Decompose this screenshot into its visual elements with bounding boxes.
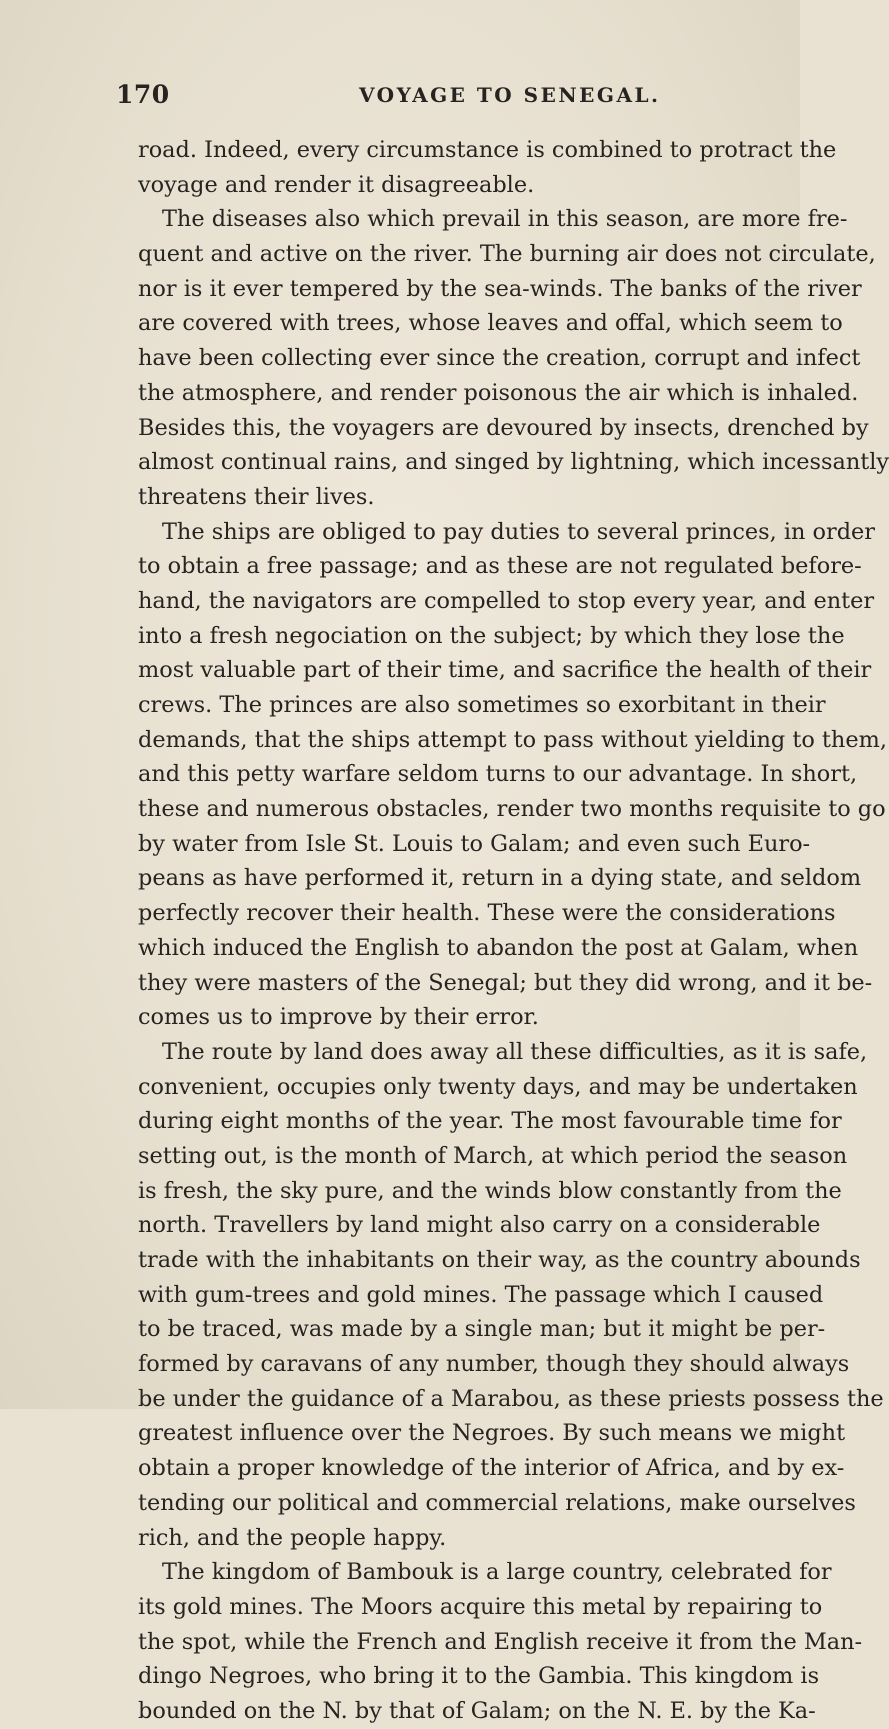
text-line: during eight months of the year. The most favourable time for [138, 1108, 842, 1135]
text-line: greatest influence over the Negroes. By such means we might [138, 1420, 846, 1447]
text-line: which induced the English to abandon the post at Galam, when [138, 934, 859, 961]
text-line: peans as have performed it, return in a dying state, and seldom [138, 865, 862, 892]
text-line: The kingdom of Bambouk is a large country, celebrated for [162, 1559, 832, 1586]
text-line: hand, the navigators are compelled to stop every year, and enter [138, 587, 875, 614]
text-line: trade with the inhabitants on their way, as the country abounds [138, 1247, 861, 1273]
text-line: most valuable part of their time, and sacrifice the health of their [138, 657, 872, 684]
text-line: crews. The princes are also sometimes so exorbitant in their [138, 692, 826, 718]
text-line: be under the guidance of a Marabou, as these priests possess the [138, 1385, 884, 1412]
text-line: formed by caravans of any number, though they should always [138, 1351, 850, 1378]
text-line: The route by land does away all these difficulties, as it is safe, [162, 1038, 868, 1065]
text-line: by water from Isle St. Louis to Galam; and even such Euro- [138, 830, 811, 857]
body-text [138, 133, 889, 1729]
text-line: threatens their lives. [138, 483, 375, 510]
text-line: demands, that the ships attempt to pass without yielding to them, [138, 726, 887, 753]
text-line: to obtain a free passage; and as these are not regulated before- [138, 553, 862, 580]
text-line: dingo Negroes, who bring it to the Gambia. This kingdom is [138, 1663, 820, 1690]
page-header [116, 80, 756, 114]
text-line: setting out, is the month of March, at which period the season [138, 1142, 848, 1169]
text-line: have been collecting ever since the creation, corrupt and infect [138, 345, 861, 372]
text-line: obtain a proper knowledge of the interior of Africa, and by ex- [138, 1455, 845, 1482]
text-line: to be traced, was made by a single man; but it might be per- [138, 1316, 826, 1343]
text-line: convenient, occupies only twenty days, and may be undertaken [138, 1073, 858, 1100]
text-line: bounded on the N. by that of Galam; on the N. E. by the Ka- [138, 1697, 816, 1724]
text-line: with gum-trees and gold mines. The passage which I caused [138, 1281, 824, 1308]
text-line: perfectly recover their health. These were the considerations [138, 900, 836, 927]
text-line: and this petty warfare seldom turns to our advantage. In short, [138, 761, 858, 788]
text-line: quent and active on the river. The burning air does not circulate, [138, 241, 876, 268]
text-line: its gold mines. The Moors acquire this metal by repairing to [138, 1593, 823, 1620]
text-line: comes us to improve by their error. [138, 1004, 539, 1031]
text-line: The ships are obliged to pay duties to several princes, in order [162, 518, 876, 545]
text-line: they were masters of the Senegal; but they did wrong, and it be- [138, 969, 873, 996]
text-line: tending our political and commercial relations, make ourselves [138, 1489, 856, 1516]
text-line: Besides this, the voyagers are devoured by insects, drenched by [138, 414, 869, 441]
text-line: these and numerous obstacles, render two months requisite to go [138, 796, 886, 823]
text-line: the atmosphere, and render poisonous the air which is inhaled. [138, 379, 859, 406]
text-line: The diseases also which prevail in this season, are more fre- [162, 206, 848, 233]
page-number: 170 [116, 80, 170, 109]
text-line: the spot, while the French and English receive it from the Man- [138, 1628, 863, 1655]
text-line: almost continual rains, and singed by lightning, which incessantly [138, 449, 889, 476]
text-line: north. Travellers by land might also carry on a considerable [138, 1212, 821, 1239]
text-line: road. Indeed, every circumstance is combined to protract the [138, 137, 837, 163]
text-line: is fresh, the sky pure, and the winds blow constantly from the [138, 1177, 842, 1204]
running-title: VOYAGE TO SENEGAL. [359, 83, 661, 107]
text-line: into a fresh negociation on the subject; by which they lose the [138, 622, 845, 649]
text-line: voyage and render it disagreeable. [138, 171, 535, 198]
text-line: nor is it ever tempered by the sea-winds. The banks of the river [138, 275, 862, 302]
text-line: are covered with trees, whose leaves and offal, which seem to [138, 310, 843, 337]
text-line: rich, and the people happy. [138, 1524, 447, 1551]
